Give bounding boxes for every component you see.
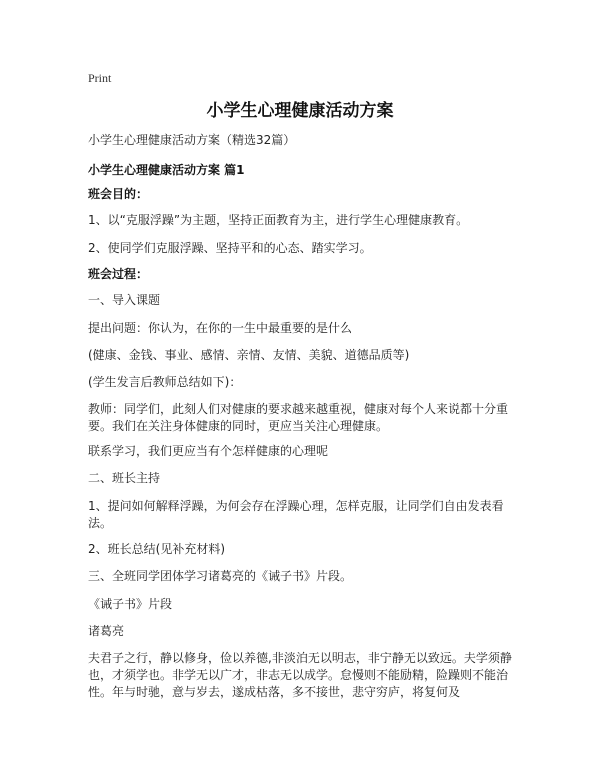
options-text: (健康、金钱、事业、感情、亲情、友情、美貌、道德品质等) xyxy=(88,348,410,362)
step-2-item-1: 1、提问如何解释浮躁，为何会存在浮躁心理，怎样克服，让同学们自由发表看法。 xyxy=(88,499,504,530)
process-heading: 班会过程： xyxy=(88,267,149,281)
print-link[interactable]: Print xyxy=(88,71,112,85)
question-text: 提出问题：你认为，在你的一生中最重要的是什么 xyxy=(88,321,353,335)
goal-item-1: 1、以“克服浮躁”为主题，坚持正面教育为主，进行学生心理健康教育。 xyxy=(88,213,469,227)
goal-item-2: 2、使同学们克服浮躁、坚持平和的心态、踏实学习。 xyxy=(88,241,372,255)
goal-heading: 班会目的： xyxy=(88,187,149,201)
excerpt-title: 《诫子书》片段 xyxy=(88,597,173,611)
summary-intro: (学生发言后教师总结如下)： xyxy=(88,375,242,389)
step-3-heading: 三、全班同学团体学习诸葛亮的《诫子书》片段。 xyxy=(88,569,353,583)
teacher-paragraph: 教师：同学们，此刻人们对健康的要求越来越重视，健康对每个人来说都十分重要。我们在关注身体健康的同时，更应当关注心理健康。 xyxy=(88,402,509,433)
connect-text: 联系学习，我们更应当有个怎样健康的心理呢 xyxy=(88,444,329,458)
section-heading: 小学生心理健康活动方案 篇1 xyxy=(88,163,245,177)
step-2-heading: 二、班长主持 xyxy=(88,471,161,485)
excerpt-paragraph: 夫君子之行，静以修身，俭以养德,非淡泊无以明志，非宁静无以致远。夫学须静也，才须学也。非学无以广才，非志无以成学。怠慢则不能励精，险躁则不能治性。年与时驰，意与岁去，遂成枯落，多不接世，悲守穷庐，将复何及 xyxy=(88,651,512,699)
excerpt-author: 诸葛亮 xyxy=(88,624,125,638)
step-2-item-2: 2、班长总结(见补充材料) xyxy=(88,542,225,556)
document-subtitle: 小学生心理健康活动方案（精选32篇） xyxy=(88,133,296,147)
document-title: 小学生心理健康活动方案 xyxy=(206,101,394,121)
step-1-heading: 一、导入课题 xyxy=(88,293,161,307)
